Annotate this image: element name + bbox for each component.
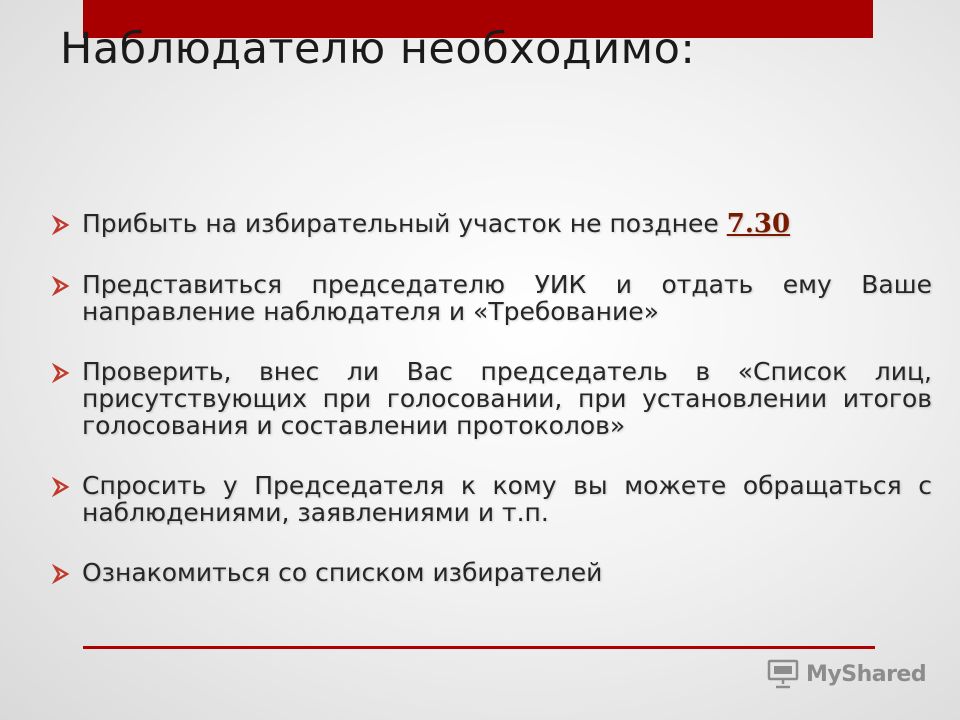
bullet-item-arrive bbox=[52, 210, 932, 238]
slide-title: Наблюдателю необходимо: bbox=[60, 24, 696, 74]
bullet-item-voter-list bbox=[52, 559, 932, 586]
watermark-text: MyShared bbox=[806, 661, 927, 687]
watermark bbox=[766, 656, 926, 692]
arrival-time: 7.30 bbox=[726, 209, 791, 239]
bullet-list bbox=[52, 210, 932, 586]
bullet-text: Спросить у Председателя к кому вы можете обращаться с наблюдениями, заявлениями и т.п. bbox=[82, 471, 932, 527]
bullet-item-check-list bbox=[52, 358, 932, 439]
arrow-bullet-icon bbox=[52, 477, 72, 497]
arrow-bullet-icon bbox=[52, 215, 72, 235]
arrow-bullet-icon bbox=[52, 363, 72, 383]
bullet-text: Проверить, внес ли Вас председатель в «Список лиц, присутствующих при голосовании, при установлении итогов голосования и составлении протоколов» bbox=[82, 357, 932, 440]
arrow-bullet-icon bbox=[52, 276, 72, 296]
bullet-item-ask-chairman bbox=[52, 472, 932, 526]
bullet-text: Прибыть на избирательный участок не позднее bbox=[82, 209, 727, 238]
projector-screen-icon bbox=[766, 657, 800, 691]
bottom-accent-line bbox=[83, 646, 875, 649]
arrow-bullet-icon bbox=[52, 564, 72, 584]
bullet-text: Представиться председателю УИК и отдать ему Ваше направление наблюдателя и «Требование» bbox=[82, 270, 932, 326]
bullet-text: Ознакомиться со списком избирателей bbox=[82, 558, 603, 587]
bullet-item-introduce bbox=[52, 271, 932, 325]
